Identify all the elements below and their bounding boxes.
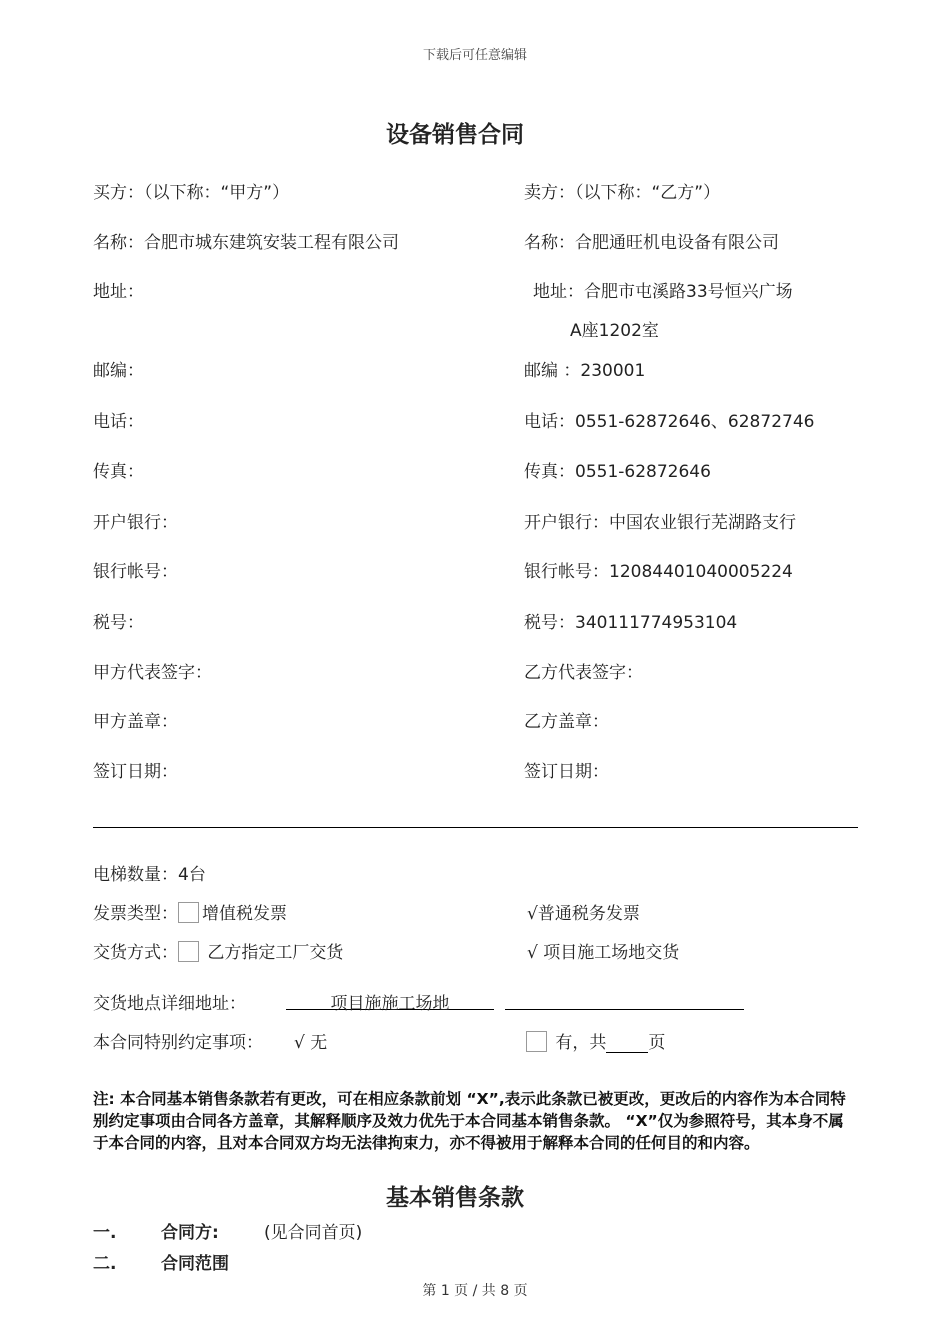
invoice-type-label: 发票类型： — [93, 904, 178, 924]
buyer-fax: 传真： — [93, 462, 144, 482]
special-terms-none: √ 无 — [294, 1033, 328, 1053]
seller-seal: 乙方盖章： — [524, 712, 609, 732]
special-terms-pages-post: 页 — [648, 1033, 666, 1053]
seller-address-line1: 地址：合肥市屯溪路33号恒兴广场 — [533, 282, 793, 302]
delivery-method-row — [93, 938, 343, 963]
clause-1 — [93, 1218, 693, 1242]
site-delivery-option: √ 项目施工场地交货 — [527, 943, 680, 963]
seller-postcode: 邮编 ：230001 — [524, 361, 646, 381]
page-count-blank[interactable] — [606, 1032, 648, 1053]
factory-delivery-checkbox[interactable] — [178, 941, 199, 962]
special-terms-label: 本合同特别约定事项： — [93, 1033, 263, 1053]
seller-phone: 电话：0551-62872646、62872746 — [524, 412, 815, 432]
buyer-phone: 电话： — [93, 412, 144, 432]
seller-address-line2: A座1202室 — [570, 321, 659, 341]
special-terms-checkbox[interactable] — [526, 1031, 547, 1052]
buyer-name: 名称：合肥市城东建筑安装工程有限公司 — [93, 233, 399, 253]
clause-2 — [93, 1249, 693, 1273]
vat-invoice-label: 增值税发票 — [202, 904, 287, 924]
buyer-date: 签订日期： — [93, 762, 178, 782]
section-divider — [93, 827, 858, 828]
buyer-address: 地址： — [93, 282, 144, 302]
buyer-rep-sign: 甲方代表签字： — [93, 663, 212, 683]
clause-number: 二. — [93, 1254, 117, 1274]
buyer-account: 银行帐号： — [93, 562, 178, 582]
page-footer: 第 1 页 / 共 8 页 — [422, 1283, 528, 1299]
delivery-address-label: 交货地点详细地址： — [93, 994, 246, 1014]
page-header: 下载后可任意编辑 — [422, 48, 527, 63]
clause-label: 合同方: — [161, 1223, 219, 1243]
clause-label: 合同范围 — [161, 1254, 229, 1274]
factory-delivery-label: 乙方指定工厂交货 — [207, 943, 344, 963]
seller-account: 银行帐号：12084401040005224 — [524, 562, 793, 582]
section-title: 基本销售条款 — [386, 1185, 524, 1211]
buyer-postcode: 邮编： — [93, 361, 144, 381]
contract-note: 注: 本合同基本销售条款若有更改，可在相应条款前划 “X”,表示此条款已被更改，更改后的内容作为本合同特别约定事项由合同各方盖章，其解释顺序及效力优先于本合同基本销售条款。 “X”仅为参照符号，其本身不属于本合同的内容，且对本合同双方均无法律拘束力，亦不得被用于解释本合同的任何目的和内容。 — [93, 1090, 846, 1152]
delivery-method-label: 交货方式： — [93, 943, 178, 963]
seller-date: 签订日期： — [524, 762, 609, 782]
seller-name: 名称：合肥通旺机电设备有限公司 — [524, 233, 779, 253]
vat-invoice-checkbox[interactable] — [178, 902, 199, 923]
seller-tax-no: 税号：340111774953104 — [524, 613, 738, 633]
seller-rep-sign: 乙方代表签字： — [524, 663, 643, 683]
buyer-heading: 买方：（以下称：“甲方”） — [93, 183, 290, 203]
delivery-address-text: 项目施施工场地 — [286, 989, 494, 1010]
invoice-type-row — [93, 899, 287, 924]
special-terms-pages-pre: 有，共 — [555, 1033, 607, 1053]
buyer-seal: 甲方盖章： — [93, 712, 178, 732]
contract-title: 设备销售合同 — [386, 122, 524, 148]
delivery-address-value — [286, 989, 494, 1014]
seller-heading: 卖方：（以下称：“乙方”） — [524, 183, 721, 203]
general-invoice-option: √普通税务发票 — [527, 904, 640, 924]
clause-note: (见合同首页) — [264, 1223, 363, 1243]
special-terms-pages — [526, 1028, 665, 1053]
seller-fax: 传真：0551-62872646 — [524, 462, 711, 482]
clause-number: 一. — [93, 1223, 117, 1243]
delivery-address-blank-line — [505, 989, 744, 1010]
buyer-tax-no: 税号： — [93, 613, 144, 633]
buyer-bank: 开户银行： — [93, 513, 178, 533]
elevator-count: 电梯数量：4台 — [93, 865, 206, 885]
seller-bank: 开户银行：中国农业银行芜湖路支行 — [524, 513, 796, 533]
